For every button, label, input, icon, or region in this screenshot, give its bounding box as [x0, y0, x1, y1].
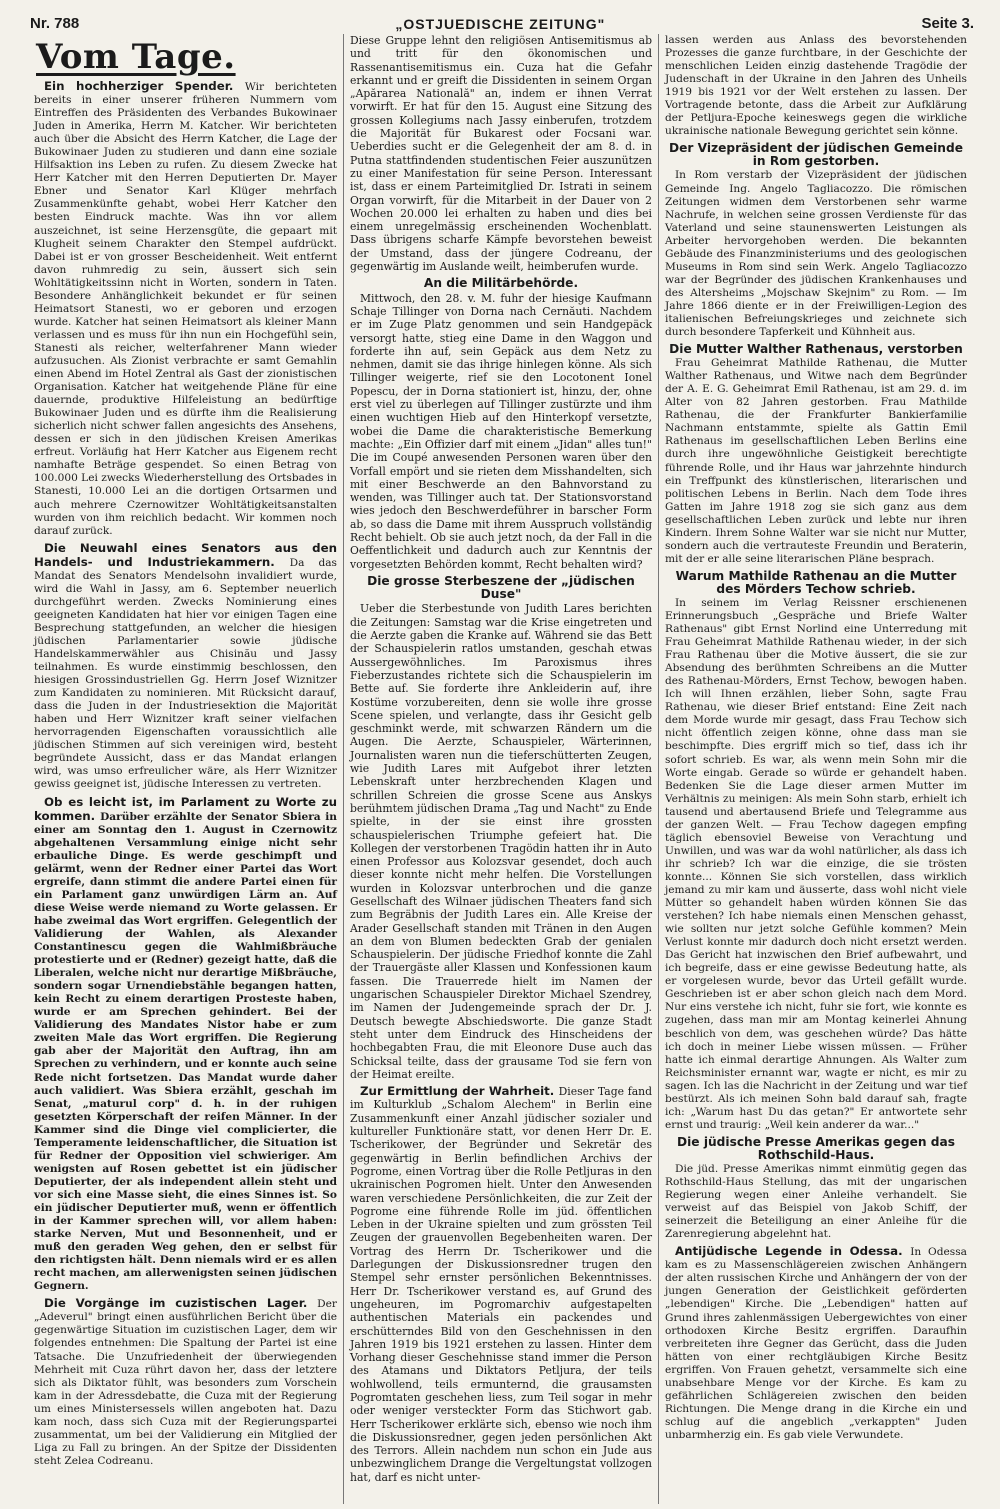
article-title: Die Vorgänge im cuzistischen Lager. — [44, 1296, 318, 1311]
article-body: Ueber die Sterbestunde von Judith Lares berichten die Zeitungen: Samstag war die Krise eingetreten und die Aerzte gaben die Kranke auf. Während sie das Bett der Schauspielerin ratlos umstanden, geschah etwas Aussergewöhnliches. Im Paroxismus ihres Fieberzustandes richtete sich die Schauspielerin im Bette auf. Sie forderte ihre Ankleiderin auf, ihre Kostüme vorzubereiten, denn sie wolle ihre grosse Scene spielen, und verlangte, dass ihr Gesicht gelb geschminkt werde, mit schwarzen Rändern um die Augen. Die Aerzte, Schauspieler, Wärterinnen, Journalisten waren nun die tieferschütterten Zeugen, wie Judith Lares mit Aufgebot ihrer letzten Lebenskraft unter herzbrechenden Klagen und schrillen Schreien die grosse Scene aus Anskys berühmtem jüdischen Drama „Tag und Nacht" zu Ende spielte, in der sie einst ihre grossten schauspielerischen Triumphe gefeiert hat. Die Kollegen der verstorbenen Tragödin hatten ihr in Auto einen Professor aus Kolozsvar gesendet, doch auch dieser konnte nicht mehr helfen. Die Vorstellungen wurden in Kolozsvar unterbrochen und die ganze Gesellschaft des Wilnaer jüdischen Theaters fand sich zum Begräbnis der Judith Lares ein. Alle Kreise der Arader Gesellschaft standen mit Tränen in den Augen an dem von Blumen bedeckten Grab der genialen Schauspielerin. Der jüdische Friedhof konnte die Zahl der Trauergäste aller Klassen und Konfessionen kaum fassen. Die Trauerrede hielt im Namen der ungarischen Schauspieler Direktor Michael Szendrey, im Namen der Judengemeinde sprach der Dr. J. Deutsch bewegte Abschiedsworte. Die ganze Stadt steht unter dem Eindruck des Hinscheidens der hochbegabten Frau, die mit Eleonore Duse auch das Schicksal teilte, dass der grausame Tod sie fern von der Heimat ereilte. — [350, 602, 652, 1081]
article-title: Antijüdische Legende in Odessa. — [675, 1244, 911, 1259]
article-senator-wahl — [34, 542, 337, 792]
column-2 — [343, 34, 658, 1504]
article-body: Dieser Tage fand im Kulturklub „Schalom Alechem" in Berlin eine Zusammenkunft einer Anzahl jüdischer sozialer und kultureller Funktionäre statt, vor denen Herr Dr. E. Tscherikower, der Begründer und Sekretär des gegenwärtig in Berlin befindlichen Archivs der Pogrome, einen Vortrag über die Rolle Petljuras in den ukrainischen Pogromen hielt. Unter den Anwesenden waren verschiedene Persönlichkeiten, die zur Zeit der Pogrome eine führende Rolle im jüd. öffentlichen Leben in der Ukraine spielten und zum grössten Teil Zeugen der grauenvollen Begebenheiten waren. Der Vortrag des Herrn Dr. Tscherikower und die Darlegungen der Diskussionsredner trugen den Stempel sehr ernster persönlichen Bekenntnisses. Herr Dr. Tscherikower verstand es, auf Grund des ungeheuren, im Pogromarchiv aufgestapelten authentischen Materials ein packendes und erschütterndes Bild von den Geschehnissen in den Jahren 1919 bis 1921 erstehen zu lassen. Hinter dem Vorhang dieser Geschehnisse stand immer die Person des Atamans und Diktators Petljura, der teils wohlwollend, teils ermunternd, die grausamsten Pogromtaten geschehen liess, zum Teil sogar in mehr oder weniger versteckter Form das Stichwort gab. Herr Tscherikower erklärte sich, ebenso wie noch ihm die Diskussionsredner, gegen jeden persönlichen Akt des Terrors. Allein nachdem nun schon ein Jude aus unbezwinglichem Drange die Vergeltungstat vollzogen hat, darf es nicht unter- — [350, 1085, 652, 1484]
article-militaerbehoerde — [350, 292, 652, 571]
page-number: Seite 3. — [921, 15, 974, 32]
article-title: Die grosse Sterbeszene der „jüdischen Duse" — [367, 573, 635, 602]
article-sterbeszene — [350, 602, 652, 1081]
issue-number: Nr. 788 — [30, 15, 80, 32]
article-continued — [350, 34, 652, 273]
article-rothschild — [665, 1163, 967, 1241]
section-headline: Vom Tage. — [36, 37, 236, 77]
article-spender — [34, 80, 337, 538]
article-title: Ob es leicht ist, im Parlament zu Worte zu kommen. — [34, 794, 337, 823]
article-body: In seinem im Verlag Reissner erschienenen Erinnerungsbuch „Gespräche und Briefe Walter Rathenaus" gibt Ernst Norlind eine Unterredung mit Frau Geheimrat Mathilde Rathenau wieder, in der sich Frau Rathenau über die Motive äussert, die sie zur Absendung des berühmten Schreibens an die Mutter des Rathenau-Mörders, Ernst Techow, bewogen haben. Ich will Ihnen erzählen, lieber Sohn, sagte Frau Rathenau, wie dieser Brief entstand: Eine Zeit nach dem Morde wurde mir gesagt, dass Frau Techow sich nicht öffentlich zeigen könne, ohne dass man sie beschimpfte. Dies ergriff mich so tief, dass ich ihr sofort schrieb. Es war, als wenn mein Sohn mir die Worte eingab. Gerade so würde er gehandelt haben. Bedenken Sie die Lage dieser armen Mutter im Verhältnis zu meinigen: Als mein Sohn starb, erhielt ich tausend und abertausend Briefe und Telegramme aus der ganzen Welt. — Frau Techow dagegen empfing täglich ebensoviel Beweise von Verachtung und Unwillen, und was war da wohl natürlicher, als dass ich ihr schrieb? Ich war die einzige, die sie trösten konnte... Können Sie sich vorstellen, dass wirklich jemand zu mir kam und äusserte, dass wohl nicht viele Mütter so gehandelt haben würden können Sie das verstehen? Ich habe niemals einen Menschen gehasst, wie sollten nur jetzt solche Gefühle kommen? Mein Verlust konnte mir dadurch doch nicht ersetzt werden. Das Gericht hat inzwischen den Brief aufbewahrt, und ich begreife, dass er eine gewisse Bedeutung hatte, als er vorgelesen wurde, bevor das Urteil gefällt wurde. Geschrieben ist er aber schon gleich nach dem Mord. Nur eins verstehe ich nicht, fuhr sie fort, wie konnte es zugehen, dass man mir am Montag keinerlei Ahnung beschlich von dem, was geschehen würde? Das hätte ich doch in meiner Liebe wissen müssen. — Früher hatte ich einmal derartige Ahnungen. Als Walter zum Reichsminister ernannt war, wagte er nicht, es mir zu sagen. Ich las die Nachricht in der Zeitung und war tief bestürzt. Als ich meinen Sohn bald darauf sah, fragte ich: „Warum hast Du das getan?" Er antwortete sehr ernst und traurig: „Weil kein anderer da war..." — [665, 596, 967, 1131]
article-title: Warum Mathilde Rathenau an die Mutter des Mörders Techow schrieb. — [675, 568, 957, 596]
article-body: Wir berichteten bereits in einer unserer früheren Nummern vom Eintreffen des Präsidenten des Verbandes Bukowinaer Juden in Amerika, Herrn M. Katcher. Wir berichteten auch über die Absicht des Herrn Katcher, die Lage der Bukowinaer Juden zu studieren und dann eine soziale Hilfsaktion ins Leben zu rufen. Zu diesem Zwecke hat Herr Katcher mit den Herren Deputierten Dr. Mayer Ebner und Senator Karl Klüger mehrfach Zusammenkünfte gehabt, wobei Herr Katcher den besten Eindruck machte. Was ihn vor allem auszeichnet, ist seine Herzensgüte, die gepaart mit Klugheit seinem Charakter den Stempel aufdrückt. Dabei ist er von grosser Bescheidenheit. Weit entfernt davon ruhmredig zu sein, äussert sich sein Wohltätigkeitssinn nicht in Worten, sondern in Taten. Besondere Anhänglichkeit bekundet er für seinen Heimatsort Stanesti, wo er geboren und erzogen wurde. Katcher hat seinen Heimatsort als kleiner Mann verlassen und es muss für ihn nun ein Hochgefühl sein, Stanesti als reicher, welterfahrener Mann wieder aufzusuchen. Als Zionist verbrachte er samt Gemahlin einen Abend im Hotel Zentral als Gast der zionistischen Organisation. Katcher hat weitgehende Pläne für eine dauernde, produktive Hilfeleistung an bedürftige Bukowinaer Juden und es dürfte ihm die Realisierung sicherlich nicht schwer fallen angesichts des Ansehens, dessen er sich in den jüdischen Kreisen Amerikas erfreut. Vorläufig hat Herr Katcher aus Eigenem recht namhafte Beträge gespendet. So einen Betrag von 100.000 Lei zwecks Wiederherstellung des Ortsbades in Stanesti, 10.000 Lei an die dortigen Ortsarmen und auch mehrere Czernowitzer Wohltätigkeitsanstalten wurden von ihm reichlich bedacht. Wir kommen noch darauf zurück. — [34, 81, 337, 537]
article-body: Diese Gruppe lehnt den religiösen Antisemitismus ab und tritt für den ökonomischen und Rassenantisemitismus ein. Cuza hat die Gefahr erkannt und er greift die Dissidenten in seinem Organ „Apărarea Natională" an, indem er ihnen Verrat vorwirft. Er hat für den 15. August eine Sitzung des grossen Kollegiums nach Jassy einberufen, trotzdem die Majorität für Bukarest oder Focsani war. Ueberdies sucht er die Gelegenheit der am 8. d. in Putna stattfindenden studentischen Feier auszunützen zu einer Manifestation für seine Person. Interessant ist, dass er einem Parteimitglied Dr. Istrati in seinem Organ vorwirft, für die Mitarbeit in der Dauer von 2 Wochen 20.000 lei erhalten zu haben und dies bei einem unregelmässig erscheinenden Wochenblatt. Dass übrigens scharfe Kämpfe bevorstehen beweist der Umstand, dass der jüngere Codreanu, der gegenwärtig im Auslande weilt, heimberufen wurde. — [350, 34, 652, 274]
column-3 — [658, 34, 973, 1504]
article-techow-brief — [665, 597, 967, 1132]
article-cuzistischen-lager — [34, 1297, 337, 1468]
article-body: Die jüd. Presse Amerikas nimmt einmütig gegen das Rothschild-Haus Stellung, das mit der ungarischen Regierung wegen einer Anleihe verhandelt. Sie verweist auf das Beispiel von Jakob Schiff, der seinerzeit die Beteiligung an einer Anleihe für die Zarenregierung abgelehnt hat. — [665, 1162, 967, 1241]
article-title: Die jüdische Presse Amerikas gegen das Rothschild-Haus. — [677, 1134, 955, 1162]
article-title: Die Neuwahl eines Senators aus den Handels- und Industriekammern. — [34, 540, 337, 569]
article-body: Mittwoch, den 28. v. M. fuhr der hiesige Kaufmann Schaje Tillinger von Dorna nach Cernăuti. Nachdem er im Zuge Platz genommen und sein Handgepäck versorgt hatte, stieg eine Dame in den Waggon und forderte ihn auf, sein Gepäck aus dem Netz zu nehmen, damit sie das ihrige hinlegen könne. Als sich Tillinger weigerte, rief sie den Locotonent Ionel Popescu, der in Dorna stationiert ist, hinzu, der, ohne erst viel zu überlegen auf Tillinger zustürzte und ihm einen wuchtigen Hieb auf den Hinterkopf versetzte, wobei die Dame die charakteristische Bemerkung machte: „Ein Offizier darf mit einem „Jidan" alles tun!" Die im Coupé anwesenden Personen waren über den Vorfall empört und sie rieten dem Misshandelten, sich mit einer Beschwerde an den Bahnvorstand zu wenden, was Tillinger auch tat. Der Stationsvorstand wies jedoch den Beschwerdeführer in barscher Form ab, so dass die Dame mit ihrem Ausspruch vollständig Recht behielt. Ob sie auch jetzt noch, da der Fall in die Oeffentlichkeit und dadurch auch zur Kenntnis der vorgesetzten Behörden kommt, Recht behalten wird? — [350, 291, 652, 571]
columns — [28, 34, 974, 1504]
article-body: In Odessa kam es zu Massenschlägereien zwischen Anhängern der alten russischen Kirche und Anhängern der von der jungen Generation der Geistlichkeit geförderten „lebendigen" Kirche. Die „Lebendigen" hatten auf Grund ihres zahlenmässigen Uebergewichtes von einer orthodoxen Kirche Besitz ergriffen. Daraufhin verbreiteten ihre Gegner das Gerücht, dass die Juden hätten von einer rechtgläubigen Kirche Besitz ergriffen. Von Frauen gehetzt, versammelte sich eine unabsehbare Menge vor der Kirche. Es kam zu gefährlichen Schlägereien zwischen den beiden Richtungen. Die Menge drang in die Kirche ein und schlug auf die angeblich „verkappten" Juden unbarmherzig ein. Es gab viele Verwundete. — [665, 1246, 967, 1441]
article-title: Die Mutter Walther Rathenaus, verstorben — [669, 342, 963, 357]
article-body: In Rom verstarb der Vizepräsident der jüdischen Gemeinde Ing. Angelo Tagliacozzo. Die römischen Zeitungen widmen dem Verstorbenen sehr warme Nachrufe, in welchen seine grossen Verdienste für das Vaterland und seine staunenswerten Leistungen als Arbeiter hervorgehoben werden. Die bekannten Gebäude des Finanzministeriums und des geologischen Museums in Rom sind sein Werk. Angelo Tagliacozzo war der Begründer des jüdischen Krankenhauses und des Altersheims „Mojschaw Skejnim" zu Rom. — Im Jahre 1866 diente er in der Freiwilligen-Legion des italienischen Befreiungskrieges und zeichnete sich durch besondere Tapferkeit und Kühnheit aus. — [665, 169, 967, 339]
article-title: Ein hochherziger Spender. — [44, 79, 245, 93]
article-continued — [665, 34, 967, 138]
article-title: Der Vizepräsident der jüdischen Gemeinde in Rom gestorben. — [669, 141, 963, 169]
newspaper-title: „OSTJUEDISCHE ZEITUNG" — [395, 16, 606, 32]
column-1 — [28, 34, 343, 1504]
article-body: Frau Geheimrat Mathilde Rathenau, die Mutter Walther Rathenaus, und Witwe nach dem Begründer der A. E. G. Geheimrat Emil Rathenau, ist am 29. d. im Alter von 82 Jahren gestorben. Frau Mathilde Rathenau, die der Frankfurter Bankierfamilie Nachmann entstammte, spielte als Gattin Emil Rathenaus im gesellschaftlichen Leben Berlins eine durch ihre ungewöhnliche Geistigkeit berechtigte führende Rolle, und ihr Haus war jahrzehnte hindurch ein Treffpunkt des künstlerischen, literarischen und politischen Lebens in Berlin. Nach dem Tode ihres Gatten im Jahre 1918 zog sie sich ganz aus dem gesellschaftlichen Leben zurück und lebte nur ihren Kindern. Ihrem Sohne Walter war sie nicht nur Mutter, sondern auch die vertrauteste Freundin und Beraterin, mit der er alle seine literarischen Pläne besprach. — [665, 357, 967, 565]
article-title: Zur Ermittlung der Wahrheit. — [360, 1084, 559, 1099]
article-odessa — [665, 1245, 967, 1442]
article-body: Darüber erzählte der Senator Sbiera in einer am Sonntag den 1. August in Czernowitz abgehaltenen Versammlung einige nicht sehr erbauliche Dinge. Es werde geschimpft und gelärmt, wenn der Redner einer Partei das Wort ergreife, dann stimmt die andere Partei einen für ein Parlament ganz unwürdigen Lärm an. Auf diese Weise werde niemand zu Worte gelassen. Er habe zweimal das Wort ergriffen. Gelegentlich der Validierung der Wahlen, als Alexander Constantinescu gegen die Wahlmißbräuche protestierte und er (Redner) gezeigt hatte, daß die Liberalen, welche nicht nur derartige Mißbräuche, sondern sogar Urnendiebstähle begangen hatten, kein Recht zu einem derartigen Prosteste haben, wurde er am Sprechen gehindert. Bei der Validierung des Mandates Nistor habe er zum zweiten Male das Wort ergriffen. Die Regierung gab aber der Majorität den Auftrag, ihn am Sprechen zu verhindern, und er konnte auch seine Rede nicht fortsetzen. Das Mandat wurde daher auch validiert. Was Sbiera erzählt, geschah im Senat, „maturul corp" d. h. in der ruhigen gesetzten Körperschaft der reifen Männer. In der Kammer sind die Dinge viel complicierter, die Temperamente leidenschaftlicher, die Situation ist für Redner der Opposition viel schwieriger. Am wenigsten auf Rosen gebettet ist ein jüdischer Deputierter, der als independent allein steht und vor sich eine Masse sieht, die eines Sinnes ist. So ein jüdischer Deputierter muß, wenn er öffentlich in der Kammer sprechen will, vor allem haben: starke Nerven, Mut und Besonnenheit, und er muß den geraden Weg gehen, den er selbst für den richtigsten hält. Denn niemals wird er es allen recht machen, am allerwenigsten seinen jüdischen Gegnern. — [34, 810, 337, 1293]
article-rathenau-mutter — [665, 357, 967, 566]
article-body: Der „Adeverul" bringt einen ausführlichen Bericht über die gegenwärtige Situation im cuzistischen Lager, dem wir folgendes entnehmen: Die Spaltung der Partei ist eine Tatsache. Die Unzufriedenheit der überwiegenden Mehrheit mit Cuza rührt davon her, dass der letztere sich als Diktator fühlt, was besonders zum Vorschein kam in der Adressdebatte, die Cuza mit der Regierung um eines Ministersessels willen angeboten hat. Dazu kam noch, dass sich Cuza mit der Regierungspartei zusammentat, um bei der Validierung ein Mitglied der Liga zu Fall zu bringen. An der Spitze der Dissidenten steht Zelea Codreanu. — [34, 1298, 337, 1467]
article-parlament — [34, 796, 337, 1294]
masthead — [30, 10, 974, 32]
article-rom — [665, 169, 967, 339]
article-title: An die Militärbehörde. — [423, 276, 579, 291]
article-wahrheit — [350, 1085, 652, 1484]
article-body: lassen werden aus Anlass des bevorstehenden Prozesses die ganze furchtbare, in der Geschichte der menschlichen Leiden einzig dastehende Tragödie der Judenschaft in der Ukraine in den Jahren des Unheils 1919 bis 1921 vor der Welt erstehen zu lassen. Der Vortragende betonte, dass die Arbeit zur Aufklärung der Petljura-Epoche keineswegs gegen die wirkliche ukrainische nationale Bewegung gerichtet sein könne. — [665, 34, 967, 138]
article-body: Da das Mandat des Senators Mendelsohn invalidiert wurde, wird die Wahl in Jassy, am 6. September neuerlich durchgeführt werden. Zwecks Nominierung eines geeigneten Kandidaten hat hier vor einigen Tagen eine Besprechung stattgefunden, an welcher die hiesigen jüdischen Parlamentarier sowie jüdische Handelskammerwähler aus Chisinău und Jassy teilnahmen. Es wurde einstimmig beschlossen, den hiesigen Grossindustriellen Gg. Herrn Josef Wiznitzer zum Kandidaten zu nominieren. Mit Rücksicht darauf, dass die Juden in der Industriesektion die Majorität haben und Herr Wiznitzer kraft seiner vielfachen hervorragenden Eigenschaften voraussichtlich alle jüdischen Stimmen auf sich vereinigen wird, besteht begründete Aussicht, dass er das Mandat erlangen wird, was umso erfreulicher wäre, als Herr Wiznitzer gewiss geeignet ist, jüdische Interessen zu vertreten. — [34, 556, 337, 791]
